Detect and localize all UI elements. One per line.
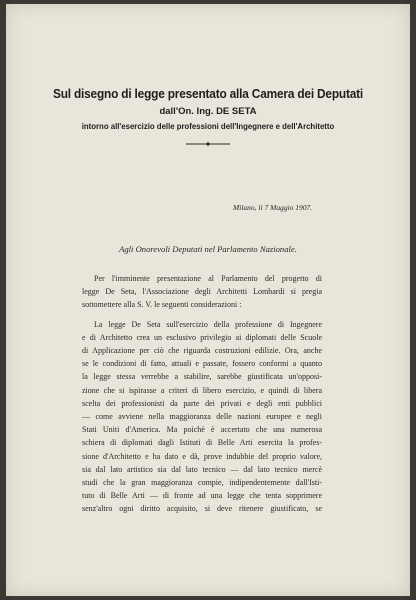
text-line: di Applicazione per ciò che riguarda costruzioni edilizie. Ora, anche [82, 346, 322, 356]
text-line: la legge stessa verrebbe a stabilire, sarebbe giustificata un'opposi- [82, 372, 322, 382]
text-line: schiera di diplomati dagli Istituti di Belle Arti esercita la profes- [82, 438, 322, 448]
paragraph [82, 272, 322, 312]
text-line: zione che si ispirasse a criteri di libero esercizio, e quindi di libera [82, 385, 322, 395]
text-line: tuto di Belle Arti — di fronte ad una legge che tenta sopprimere [82, 491, 322, 501]
document-page [6, 4, 410, 596]
text-line: Per l'imminente presentazione al Parlamento del progetto di [94, 274, 322, 283]
text-line: studi che la gran maggioranza compie, indipendentemente dall'Isti- [82, 478, 322, 488]
text-line: La legge De Seta sull'esercizio della professione di Ingegnere [94, 319, 322, 329]
text-line: e di Architetto crea un esclusivo privilegio ai diplomati delle Scuole [82, 332, 322, 342]
text-line: senz'altro ogni diritto acquisito, si deve ritenere giustificato, se [82, 504, 322, 514]
text-line: sottomettere alla S. V. le seguenti considerazioni : [82, 300, 242, 310]
text-line: Stati Uniti d'America. Ma poichè è accertato che una numerosa [82, 425, 322, 435]
text-line: — come avviene nella maggioranza delle nazioni europee e negli [82, 412, 322, 422]
document-body [82, 272, 322, 516]
text-line: sia dal lato artistico sia dal lato tecnico — dal lato tecnico mercè [82, 464, 322, 474]
document-date: Milano, li 7 Maggio 1907. [233, 203, 313, 212]
document-title: Sul disegno di legge presentato alla Camera dei Deputati [52, 87, 364, 101]
ornament-divider-icon [186, 141, 230, 147]
document-subject: intorno all'esercizio delle professioni dell'Ingegnere e dell'Architetto [81, 122, 335, 131]
text-line: legge De Seta, l'Associazione degli Architetti Lombardi si pregia [82, 287, 322, 297]
text-line: sione d'Architetto e ha dato e dà, prove indubbie del proprio valore, [82, 451, 322, 461]
paragraph [82, 318, 322, 516]
salutation: Agli Onorevoli Deputati nel Parlamento Nazionale. [119, 244, 297, 254]
text-line: scelta dei professionisti da parte dei privati e degli enti pubblici [82, 398, 322, 408]
text-line: se le condizioni di fatto, attuali e passate, fossero conformi a quanto [82, 359, 322, 369]
document-author: dall'On. Ing. DE SETA [159, 106, 257, 117]
